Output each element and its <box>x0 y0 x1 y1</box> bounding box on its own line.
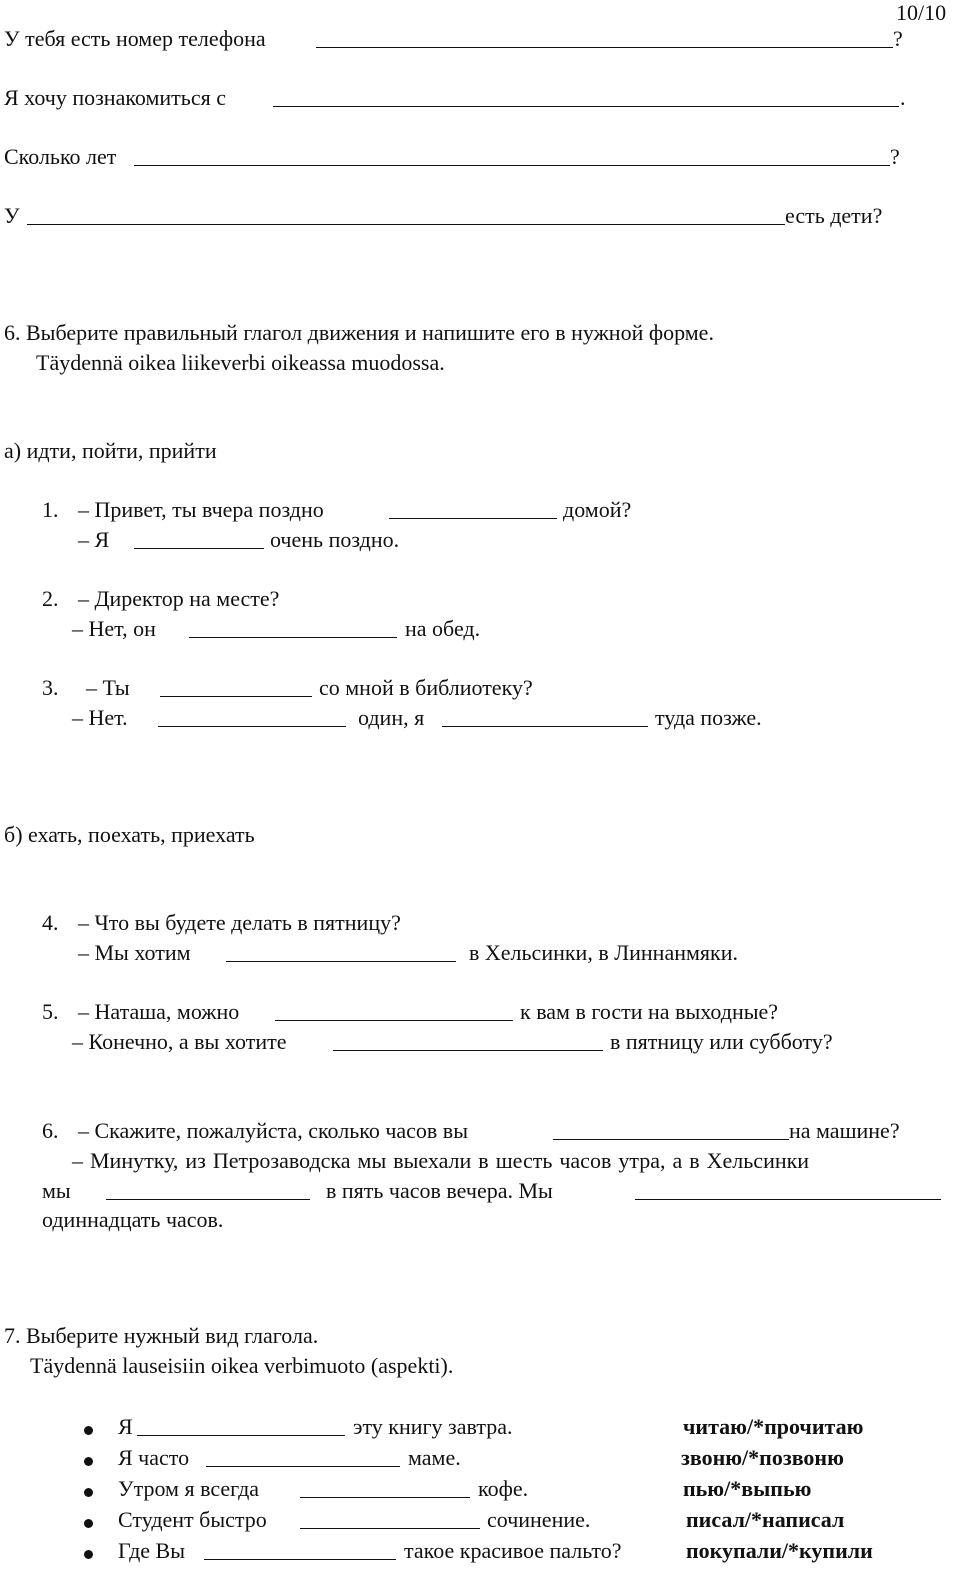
t7-item4-blank[interactable] <box>300 1528 480 1529</box>
line-age-post: ? <box>890 144 900 169</box>
item6-line4: одиннадцать часов. <box>42 1207 224 1232</box>
task7-title-fi: Täydennä lauseisiin oikea verbimuoto (aspekti). <box>30 1353 454 1378</box>
bullet-icon <box>84 1488 93 1497</box>
task6-title-fi: Täydennä oikea liikeverbi oikeassa muodossa. <box>36 350 445 375</box>
item1-line2-pre: – Я <box>78 527 110 552</box>
line-meet-pre: Я хочу познакомиться с <box>4 85 226 110</box>
task7-title-ru: 7. Выберите нужный вид глагола. <box>4 1323 319 1348</box>
item3-blank2[interactable] <box>158 726 346 727</box>
t7-item3-post: кофе. <box>478 1476 529 1501</box>
line-phone-pre: У тебя есть номер телефона <box>4 26 266 51</box>
item5-number: 5. <box>42 999 59 1024</box>
item5-line2-post: в пятницу или субботу? <box>610 1029 833 1054</box>
item3-blank3[interactable] <box>442 726 648 727</box>
group-a-label: а) идти, пойти, прийти <box>4 438 217 463</box>
item6-line3-pre: мы <box>42 1178 71 1203</box>
t7-item5-pre: Где Вы <box>118 1538 185 1563</box>
t7-item2-post: маме. <box>408 1445 461 1470</box>
blank-children[interactable] <box>27 224 785 225</box>
line-children-post: есть дети? <box>785 203 883 228</box>
t7-item2-pre: Я часто <box>118 1445 190 1470</box>
page-number: 10/10 <box>896 0 947 25</box>
item1-line2-post: очень поздно. <box>270 527 400 552</box>
bullet-icon <box>84 1426 93 1435</box>
item1-number: 1. <box>42 497 59 522</box>
item6-line2: – Минутку, из Петрозаводска мы выехали в шесть часов утра, а в Хельсинки <box>72 1148 810 1173</box>
item3-line2-mid: один, я <box>358 705 425 730</box>
item6-line1-post: на машине? <box>789 1118 900 1143</box>
item4-line2-post: в Хельсинки, в Линнанмяки. <box>469 940 738 965</box>
item6-line1-pre: – Скажите, пожалуйста, сколько часов вы <box>78 1118 468 1143</box>
t7-item4-options: писал/*написал <box>686 1507 845 1532</box>
blank-meet[interactable] <box>273 106 899 107</box>
item1-blank1[interactable] <box>389 518 557 519</box>
item1-line1-pre: – Привет, ты вчера поздно <box>78 497 324 522</box>
line-meet-post: . <box>900 85 906 110</box>
item5-blank2[interactable] <box>333 1050 603 1051</box>
item5-blank1[interactable] <box>275 1020 513 1021</box>
item1-blank2[interactable] <box>134 548 264 549</box>
item2-blank[interactable] <box>189 637 397 638</box>
item3-blank1[interactable] <box>160 696 312 697</box>
bullet-icon <box>84 1457 93 1466</box>
bullet-icon <box>84 1519 93 1528</box>
item6-blank2[interactable] <box>106 1199 310 1200</box>
item2-number: 2. <box>42 586 59 611</box>
bullet-icon <box>84 1550 93 1559</box>
blank-phone[interactable] <box>316 47 893 48</box>
item5-line1-post: к вам в гости на выходные? <box>520 999 779 1024</box>
item3-number: 3. <box>42 675 59 700</box>
t7-item3-blank[interactable] <box>300 1497 470 1498</box>
item2-line1: – Директор на месте? <box>78 586 280 611</box>
t7-item5-options: покупали/*купили <box>686 1538 873 1563</box>
item2-line2-post: на обед. <box>405 616 481 641</box>
t7-item4-post: сочинение. <box>487 1507 591 1532</box>
t7-item1-pre: Я <box>118 1414 133 1439</box>
t7-item1-blank[interactable] <box>137 1435 345 1436</box>
line-phone-post: ? <box>893 26 903 51</box>
item3-line1-pre: – Ты <box>86 675 130 700</box>
t7-item2-options: звоню/*позвоню <box>681 1445 844 1470</box>
t7-item1-options: читаю/*прочитаю <box>683 1414 864 1439</box>
item4-number: 4. <box>42 910 59 935</box>
item4-line2-pre: – Мы хотим <box>78 940 191 965</box>
t7-item2-blank[interactable] <box>206 1466 400 1467</box>
item4-line1: – Что вы будете делать в пятницу? <box>78 910 401 935</box>
t7-item5-blank[interactable] <box>204 1559 396 1560</box>
item4-blank[interactable] <box>226 961 456 962</box>
t7-item5-post: такое красивое пальто? <box>404 1538 622 1563</box>
item5-line2-pre: – Конечно, а вы хотите <box>72 1029 287 1054</box>
item2-line2-pre: – Нет, он <box>72 616 156 641</box>
t7-item3-pre: Утром я всегда <box>118 1476 260 1501</box>
item1-line1-post: домой? <box>563 497 632 522</box>
blank-age[interactable] <box>134 165 890 166</box>
line-children-pre: У <box>4 203 20 228</box>
item5-line1-pre: – Наташа, можно <box>78 999 240 1024</box>
item3-line2-post: туда позже. <box>655 705 762 730</box>
t7-item1-post: эту книгу завтра. <box>353 1414 513 1439</box>
t7-item3-options: пью/*выпью <box>683 1476 812 1501</box>
item6-number: 6. <box>42 1118 59 1143</box>
task6-title-ru: 6. Выберите правильный глагол движения и напишите его в нужной форме. <box>4 320 714 345</box>
item6-blank1[interactable] <box>553 1139 789 1140</box>
item3-line1-post: со мной в библиотеку? <box>319 675 533 700</box>
line-age-pre: Сколько лет <box>4 144 117 169</box>
item6-blank3[interactable] <box>635 1199 941 1200</box>
group-b-label: б) ехать, поехать, приехать <box>4 822 255 847</box>
item3-line2-pre: – Нет. <box>72 705 128 730</box>
t7-item4-pre: Студент быстро <box>118 1507 267 1532</box>
item6-line3-mid: в пять часов вечера. Мы <box>326 1178 553 1203</box>
